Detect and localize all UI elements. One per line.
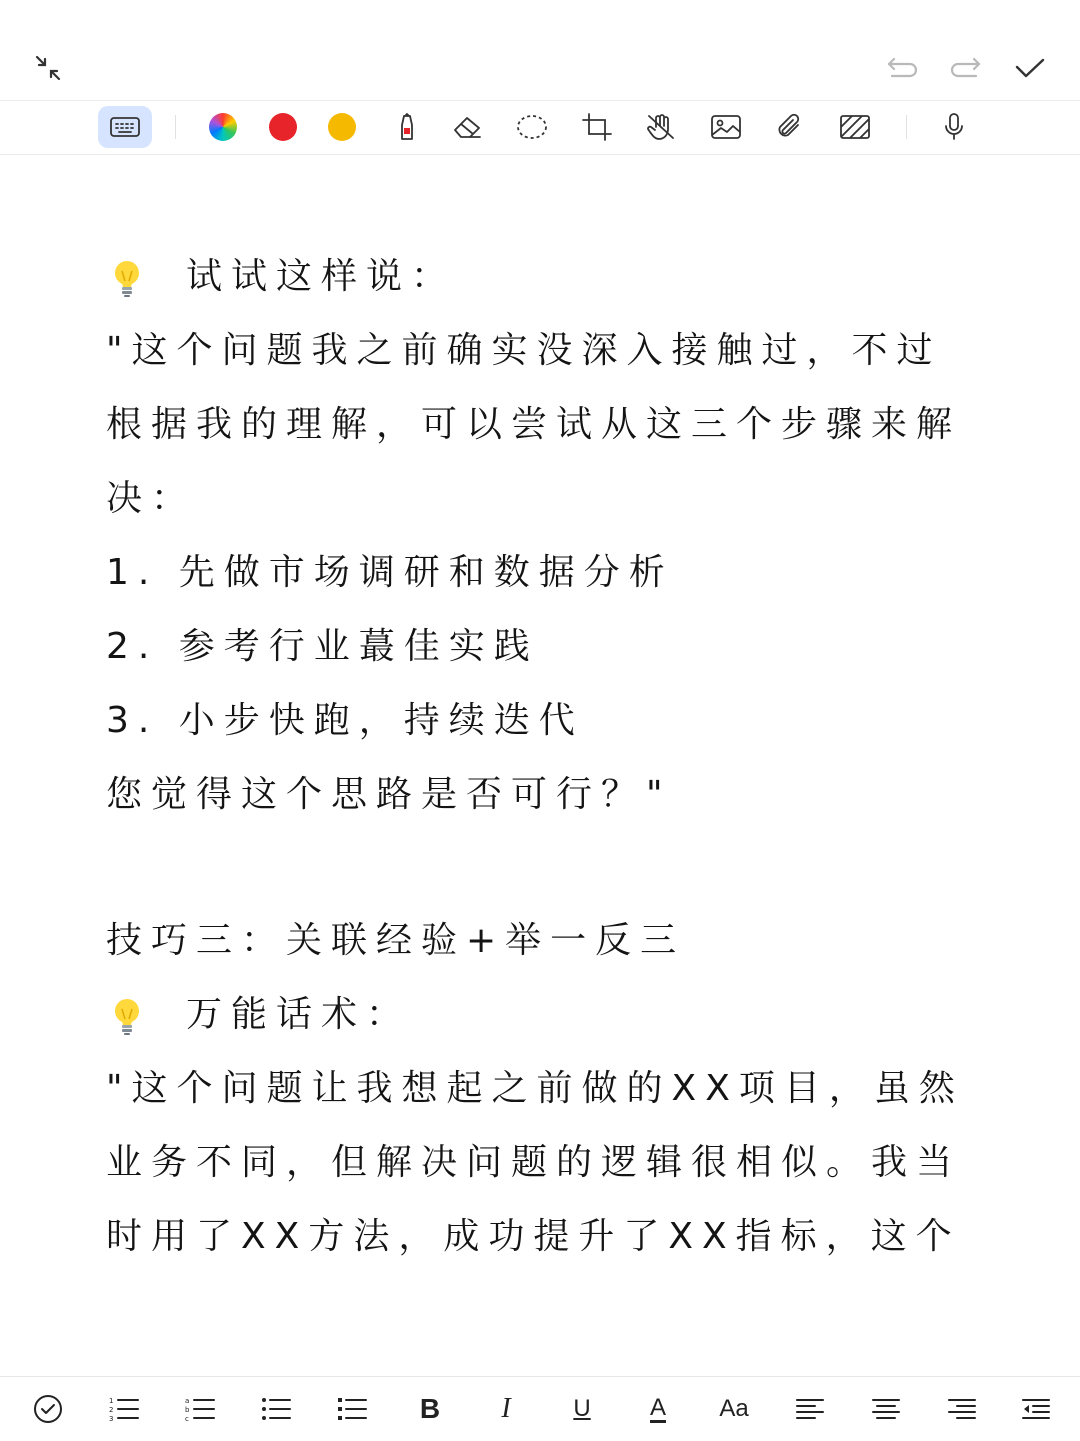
texture-icon[interactable] (834, 106, 876, 148)
yellow-color-dot[interactable] (321, 106, 363, 148)
font-size-label: Aa (719, 1395, 749, 1422)
red-color-dot[interactable] (262, 106, 304, 148)
list-item: 1. 先做市场调研和数据分析 (106, 552, 674, 593)
top-bar (0, 0, 1080, 101)
hand-draw-icon[interactable] (640, 106, 682, 148)
keyboard-icon[interactable] (98, 106, 152, 148)
lasso-select-icon[interactable] (511, 106, 553, 148)
blank-line (106, 832, 986, 904)
text-line: 决： (106, 478, 197, 519)
italic-label: I (501, 1393, 511, 1424)
checklist-icon[interactable] (26, 1387, 70, 1431)
text-line: 时用了XX方法，成功提升了XX指标，这个 (106, 1216, 961, 1257)
svg-text:1: 1 (109, 1397, 114, 1405)
svg-text:3: 3 (109, 1415, 114, 1422)
lettered-list-icon[interactable] (178, 1387, 222, 1431)
svg-text:a: a (185, 1397, 190, 1405)
align-left-icon[interactable] (788, 1387, 832, 1431)
bullet-list-icon[interactable] (254, 1387, 298, 1431)
align-center-icon[interactable] (864, 1387, 908, 1431)
undo-icon[interactable] (880, 46, 924, 90)
list-item: 3. 小步快跑，持续迭代 (106, 700, 584, 741)
attachment-icon[interactable] (769, 106, 811, 148)
checkmark-icon[interactable] (1008, 46, 1052, 90)
svg-text:c: c (185, 1415, 189, 1422)
color-wheel-icon[interactable] (202, 106, 244, 148)
bold-button[interactable] (408, 1387, 452, 1431)
underline-button[interactable] (560, 1387, 604, 1431)
toolbar-divider (175, 115, 176, 139)
outdent-icon[interactable] (1014, 1387, 1058, 1431)
svg-text:2: 2 (109, 1406, 114, 1414)
image-icon[interactable] (705, 106, 747, 148)
bold-label: B (419, 1393, 441, 1424)
list-item: 2. 参考行业蕞佳实践 (106, 626, 539, 667)
text-color-button[interactable] (636, 1387, 680, 1431)
text-line: "这个问题我之前确实没深入接触过，不过 (106, 330, 942, 371)
svg-text:b: b (185, 1406, 190, 1414)
marker-icon[interactable] (386, 106, 428, 148)
tip-heading (106, 240, 986, 314)
text-line: 您觉得这个思路是否可行？" (106, 774, 672, 815)
underline-label: U (573, 1395, 591, 1422)
lightbulb-icon (112, 241, 160, 315)
section-heading: 技巧三：关联经验+举一反三 (106, 920, 686, 961)
collapse-icon[interactable] (26, 46, 70, 90)
align-right-icon[interactable] (940, 1387, 984, 1431)
lightbulb-icon (112, 979, 160, 1053)
format-bar (0, 1376, 1080, 1441)
numbered-list-icon[interactable] (102, 1387, 146, 1431)
text-color-label: A (649, 1393, 666, 1421)
font-size-button[interactable] (712, 1387, 756, 1431)
crop-icon[interactable] (576, 106, 618, 148)
note-body[interactable] (106, 240, 986, 1274)
tip-heading-text: 万能话术： (186, 994, 412, 1035)
tip-heading-text: 试试这样说： (186, 256, 457, 297)
toolbar-divider (906, 115, 907, 139)
italic-button[interactable] (484, 1387, 528, 1431)
drawing-toolbar (0, 100, 1080, 155)
dash-list-icon[interactable] (330, 1387, 374, 1431)
redo-icon[interactable] (944, 46, 988, 90)
text-line: 根据我的理解，可以尝试从这三个步骤来解 (106, 404, 962, 445)
text-line: "这个问题让我想起之前做的XX项目，虽然 (106, 1068, 964, 1109)
tip-heading (106, 978, 986, 1052)
text-line: 业务不同，但解决问题的逻辑很相似。我当 (106, 1142, 962, 1183)
eraser-icon[interactable] (446, 106, 488, 148)
microphone-icon[interactable] (933, 106, 975, 148)
